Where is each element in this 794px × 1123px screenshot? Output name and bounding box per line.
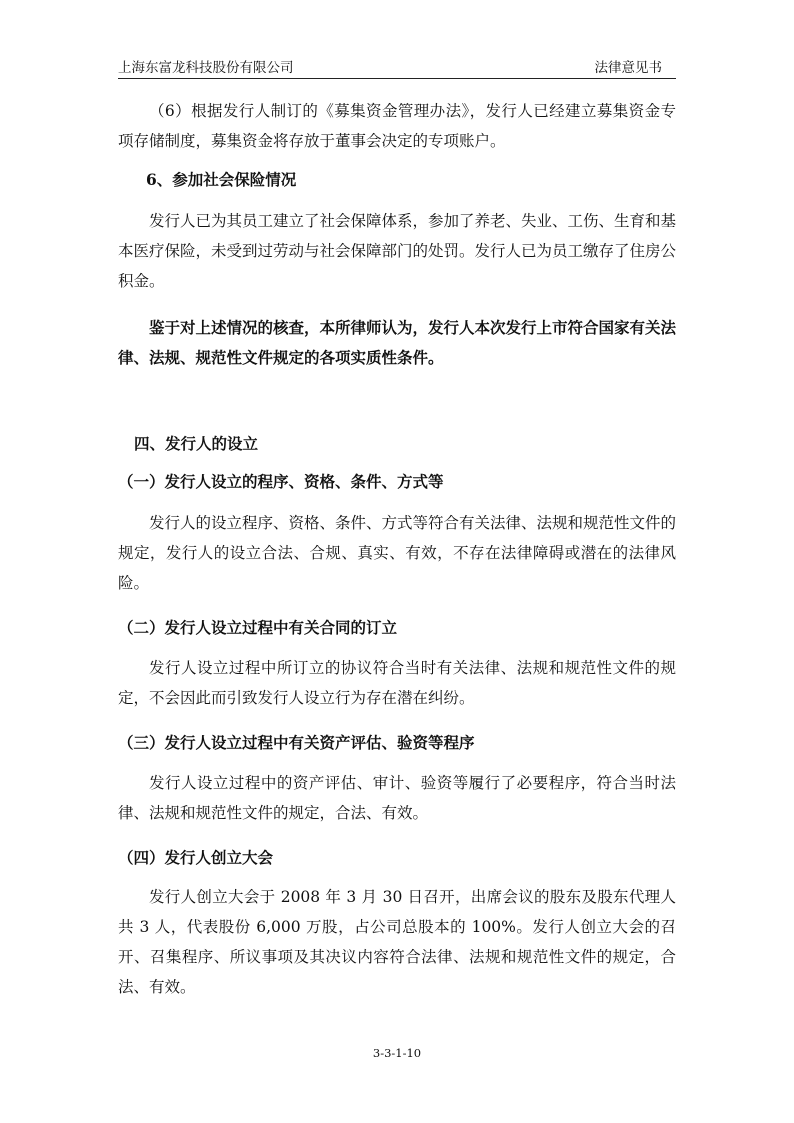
page-number: 3-3-1-10 — [372, 1046, 422, 1060]
heading-social-insurance: 6、参加社会保险情况 — [146, 170, 297, 189]
subsection-body-3 — [118, 768, 676, 828]
paragraph-conclusion — [118, 313, 676, 373]
subsection-title-2: （二）发行人设立过程中有关合同的订立 — [118, 618, 398, 637]
section-heading-4: 四、发行人的设立 — [134, 434, 259, 453]
header-company-name: 上海东富龙科技股份有限公司 — [118, 60, 294, 76]
subsection-body-2-text: 发行人设立过程中所订立的协议符合当时有关法律、法规和规范性文件的规定，不会因此而引致发行人设立行为存在潜在纠纷。 — [118, 659, 676, 707]
subsection-title-3: （三）发行人设立过程中有关资产评估、验资等程序 — [118, 733, 475, 752]
subsection-title-1: （一）发行人设立的程序、资格、条件、方式等 — [118, 472, 444, 491]
subsection-body-2 — [118, 653, 676, 713]
header-document-type: 法律意见书 — [594, 60, 662, 76]
subsection-body-1 — [118, 508, 676, 598]
subsection-body-4 — [118, 882, 676, 1002]
paragraph-fundraising — [118, 96, 676, 156]
page-header — [118, 56, 676, 79]
subsection-title-4: （四）发行人创立大会 — [118, 848, 274, 867]
paragraph-fundraising-text: （6）根据发行人制订的《募集资金管理办法》，发行人已经建立募集资金专项存储制度，募集资金将存放于董事会决定的专项账户。 — [118, 102, 676, 150]
subsection-body-1-text: 发行人的设立程序、资格、条件、方式等符合有关法律、法规和规范性文件的规定，发行人的设立合法、合规、真实、有效，不存在法律障碍或潜在的法律风险。 — [118, 514, 677, 592]
paragraph-social-insurance — [118, 206, 676, 296]
subsection-body-3-text: 发行人设立过程中的资产评估、审计、验资等履行了必要程序，符合当时法律、法规和规范性文件的规定，合法、有效。 — [118, 774, 676, 822]
paragraph-social-insurance-text: 发行人已为其员工建立了社会保障体系，参加了养老、失业、工伤、生育和基本医疗保险，未受到过劳动与社会保障部门的处罚。发行人已为员工缴存了住房公积金。 — [118, 212, 677, 290]
paragraph-conclusion-text: 鉴于对上述情况的核查，本所律师认为，发行人本次发行上市符合国家有关法律、法规、规范性文件规定的各项实质性条件。 — [118, 318, 677, 367]
subsection-body-4-text: 发行人创立大会于 2008 年 3 月 30 日召开，出席会议的股东及股东代理人共 3 人，代表股份 6,000 万股，占公司总股本的 100%。发行人创立大会的召开、召集程序、所议事项及其决议内容符合法律、法规和规范性文件的规定，合法、有效。 — [118, 888, 676, 996]
